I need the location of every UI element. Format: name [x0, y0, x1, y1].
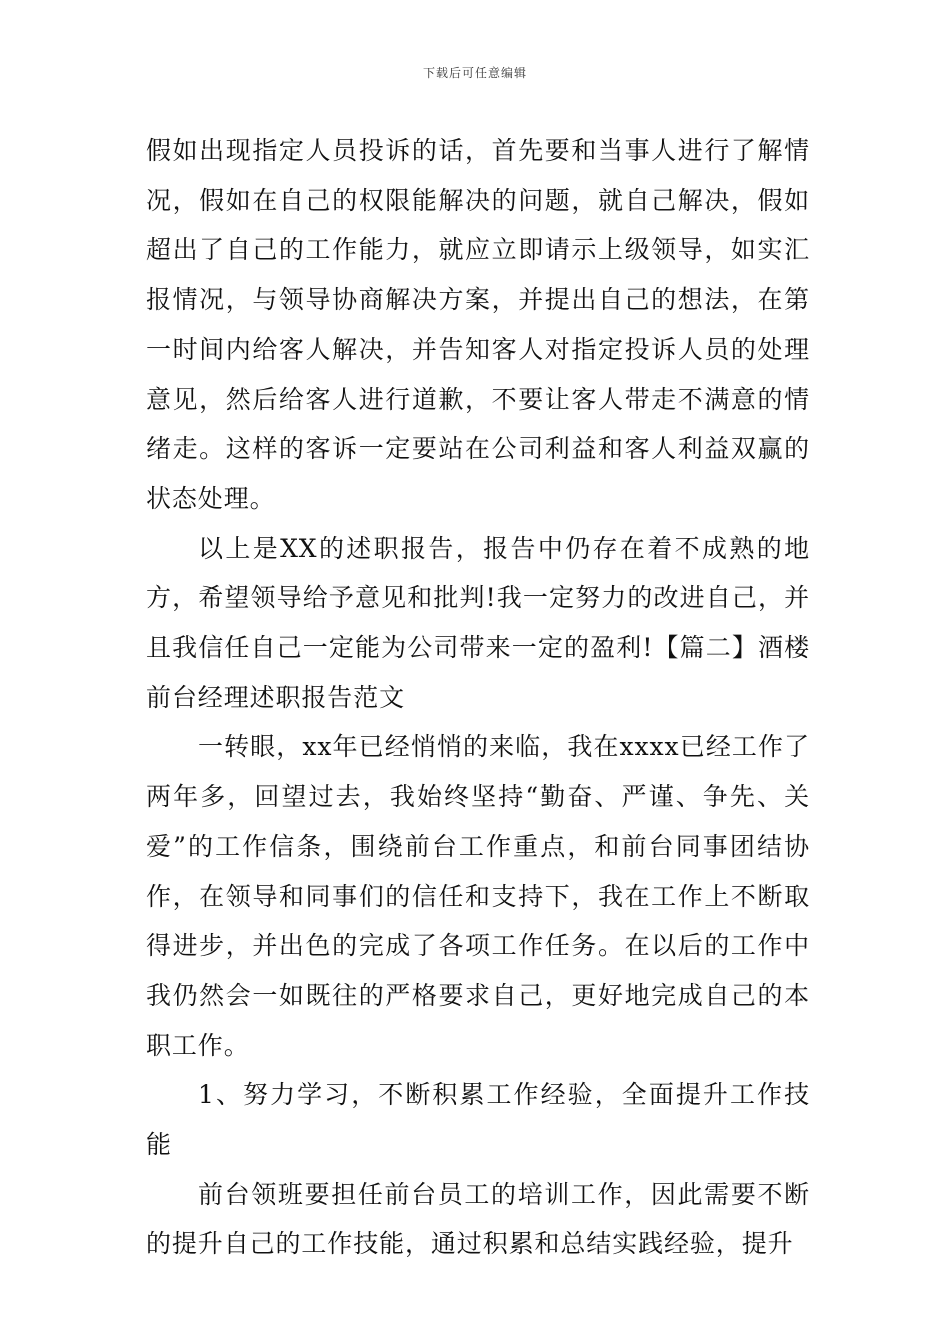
page-header: 下载后可任意编辑: [422, 66, 527, 80]
paragraph-complaint-handling: 假如出现指定人员投诉的话，首先要和当事人进行了解情况，假如在自己的权限能解决的问题，就自己解决，假如超出了自己的工作能力，就应立即请示上级领导，如实汇报情况，与领导协商解决方案，并提出自己的想法，在第一时间内给客人解决，并告知客人对指定投诉人员的处理意见，然后给客人进行道歉，不要让客人带走不满意的情绪走。这样的客诉一定要站在公司利益和客人利益双赢的状态处理。: [146, 136, 810, 513]
paragraph-year-review: 一转眼，xx年已经悄悄的来临，我在xxxx已经工作了两年多，回望过去，我始终坚持“勤奋、严谨、争先、关爱”的工作信条，围绕前台工作重点，和前台同事团结协作，在领导和同事们的信任和支持下，我在工作上不断取得进步，并出色的完成了各项工作任务。在以后的工作中我仍然会一如既往的严格要求自己，更好地完成自己的本职工作。: [146, 732, 810, 1060]
paragraph-training: 前台领班要担任前台员工的培训工作，因此需要不断的提升自己的工作技能，通过积累和总结实践经验，提升: [146, 1179, 810, 1259]
paragraph-closing-remarks: 以上是XX的述职报告，报告中仍存在着不成熟的地方，希望领导给予意见和批判!我一定努力的改进自己，并且我信任自己一定能为公司带来一定的盈利!【篇二】酒楼前台经理述职报告范文: [146, 533, 810, 712]
document-body: [146, 126, 810, 1269]
paragraph-section-heading-1: 1、努力学习，不断积累工作经验，全面提升工作技能: [146, 1080, 810, 1160]
